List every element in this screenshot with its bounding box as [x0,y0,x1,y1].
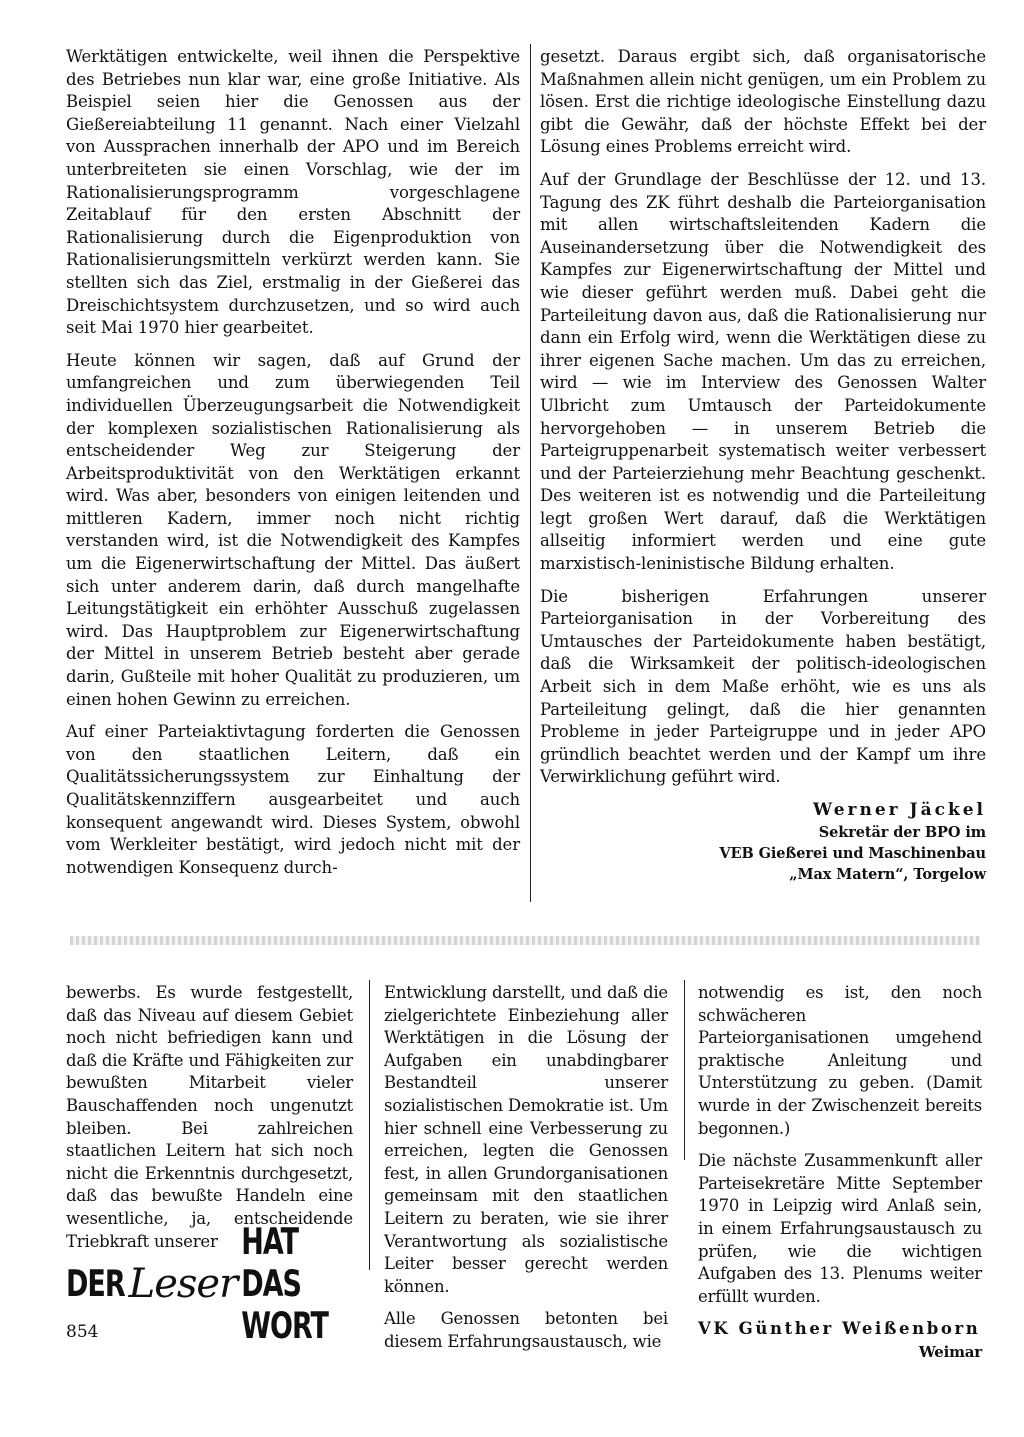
paragraph: Werktätigen entwickelte, weil ihnen die Perspektive des Betriebes nun klar war, eine große Initiative. Als Beispiel seien hier die Genossen aus der Gießereiabteilung 11 genannt. Nach einer Vielzahl von Aussprachen innerhalb der APO und im Bereich unterbreiteten sie einen Vorschlag, wie der im Rationalisierungsprogramm vorgeschlagene Zeitablauf für den ersten Abschnitt der Rationalisierung durch die Eigenproduktion von Rationalisierungsmitteln verkürzt werden kann. Sie stellten sich das Ziel, erstmalig in der Gießerei das Dreischichtsystem durchzusetzen, und so wird auch seit Mai 1970 hier gearbeitet. [66,47,520,338]
paragraph: bewerbs. Es wurde festgestellt, daß das Niveau auf diesem Gebiet noch nicht befriedigen kann und daß die Kräfte und Fähigkeiten zur bewußten Mitarbeit vieler Bauschaffenden noch ungenutzt bleiben. Bei zahlreichen staatlichen Leitern hat sich noch nicht die Erkenntnis durchgesetzt, daß das bewußte Handeln eine wesentliche, ja, entscheidende Triebkraft unserer [66,983,353,1251]
paragraph: Heute können wir sagen, daß auf Grund der umfangreichen und zum überwiegenden Teil individuellen Überzeugungsarbeit die Notwendigkeit der komplexen sozialistischen Rationalisierung als entscheidender Weg zur Steigerung der Arbeitsproduktivität von den Werktätigen erkannt wird. Was aber, besonders von einigen leitenden und mittleren Kadern, immer noch nicht richtig verstanden wird, ist die Notwendigkeit des Kampfes um die Eigenerwirtschaftung der Mittel. Das äußert sich unter anderem darin, daß durch mangelhafte Leitungstätigkeit ein erhöhter Ausschuß zugelassen wird. Das Hauptproblem zur Eigenerwirtschaftung der Mittel in unserem Betrieb besteht aber gerade darin, Gußteile mit hoher Qualität zu produzieren, um einen hohen Gewinn zu erreichen. [66,350,520,709]
paragraph: notwendig es ist, den noch schwächeren Parteiorganisationen umgehend praktische Anleitung und Unterstützung zu geben. (Damit wurde in der Zwischenzeit bereits begonnen.) [698,983,982,1138]
article-column-right [540,46,986,885]
letter-column-2 [384,982,668,1364]
author-organization: VEB Gießerei und Maschinenbau [719,844,986,862]
paragraph: Die nächste Zusammenkunft aller Parteisekretäre Mitte September 1970 in Leipzig wird Anlaß sein, in einem Erfahrungsaustausch zu prüfen, wie die wichtigen Aufgaben des 13. Plenums weiter erfüllt wurden. [698,1151,982,1306]
letter-column-3 [698,982,982,1364]
column-divider [684,980,685,1160]
paragraph: Entwicklung darstellt, und daß die zielgerichtete Einbeziehung aller Werktätigen in die Lösung der Aufgaben ein unabdingbarer Bestandteil unserer sozialistischen Demokratie ist. Um hier schnell eine Verbesserung zu erreichen, legten die Genossen fest, in allen Grundorganisationen gemeinsam mit den staatlichen Leitern zu beraten, wie sie ihrer Verantwortung als sozialistische Leiter besser gerecht werden können. [384,983,668,1296]
column-divider [530,44,531,902]
author-title: Sekretär der BPO im [818,823,986,841]
section-separator [70,936,980,945]
article-column-left [66,46,520,889]
column-divider [369,980,370,1270]
logo-word-leser: Leser [128,1261,238,1307]
page-number: 854 [66,1322,99,1342]
logo-word-der: DER [66,1263,125,1305]
paragraph: Alle Genossen betonten bei diesem Erfahrungsaustausch, wie [384,1309,668,1351]
paragraph: gesetzt. Daraus ergibt sich, daß organisatorische Maßnahmen allein nicht genügen, um ein Problem zu lösen. Erst die richtige ideologische Einstellung dazu gibt die Gewähr, daß der höchste Effekt bei der Lösung eines Problems erreicht wird. [540,47,986,157]
author-name: Werner Jäckel [813,800,986,820]
paragraph: Auf einer Parteiaktivtagung forderten die Genossen von den staatlichen Leitern, daß ein Qualitätssicherungssystem zur Einhaltung der Qualitätskennziffern ausgearbeitet und auch konsequent angewandt wird. Dieses System, obwohl vom Werkleiter bestätigt, wird jedoch nicht mit der notwendigen Konsequenz durch- [66,722,520,877]
author-signature [540,799,986,885]
letter-author-place: Weimar [918,1342,982,1361]
paragraph: Die bisherigen Erfahrungen unserer Parteiorganisation in der Vorbereitung des Umtausches der Parteidokumente haben bestätigt, daß die Wirksamkeit der politisch-ideologischen Arbeit sich in dem Maße erhöht, wie es uns als Parteileitung gelingt, daß die hier genannten Probleme in jeder Parteigruppe und in jeder APO gründlich beachtet werden und der Kampf um ihre Verwirklichung geführt wird. [540,586,986,787]
letter-author-name: VK Günther Weißenborn [698,1319,981,1339]
logo-word-hat-das-wort: HAT DAS WORT [241,1221,328,1347]
paragraph: Auf der Grundlage der Beschlüsse der 12. und 13. Tagung des ZK führt deshalb die Parteiorganisation mit allen wirtschaftsleitenden Kadern die Auseinandersetzung über die Notwendigkeit des Kampfes zur Eigenerwirtschaftung der Mittel und wie dieser geführt werden muß. Dabei geht die Parteileitung davon aus, daß die Rationalisierung nur dann ein Erfolg wird, wenn die Werktätigen diese zu ihrer eigenen Sache machen. Um das zu erreichen, wird — wie im Interview des Genossen Walter Ulbricht zum Umtausch der Parteidokumente hervorgehoben — in unserem Betrieb die Parteigruppenarbeit systematisch weiter verbessert und der Parteierziehung mehr Beachtung geschenkt. Des weiteren ist es notwendig und die Parteileitung legt großen Wert darauf, daß die Werktätigen allseitig informiert werden und eine gute marxistisch-leninistische Bildung erhalten. [540,169,986,574]
author-location: „Max Matern“, Torgelow [789,865,986,883]
